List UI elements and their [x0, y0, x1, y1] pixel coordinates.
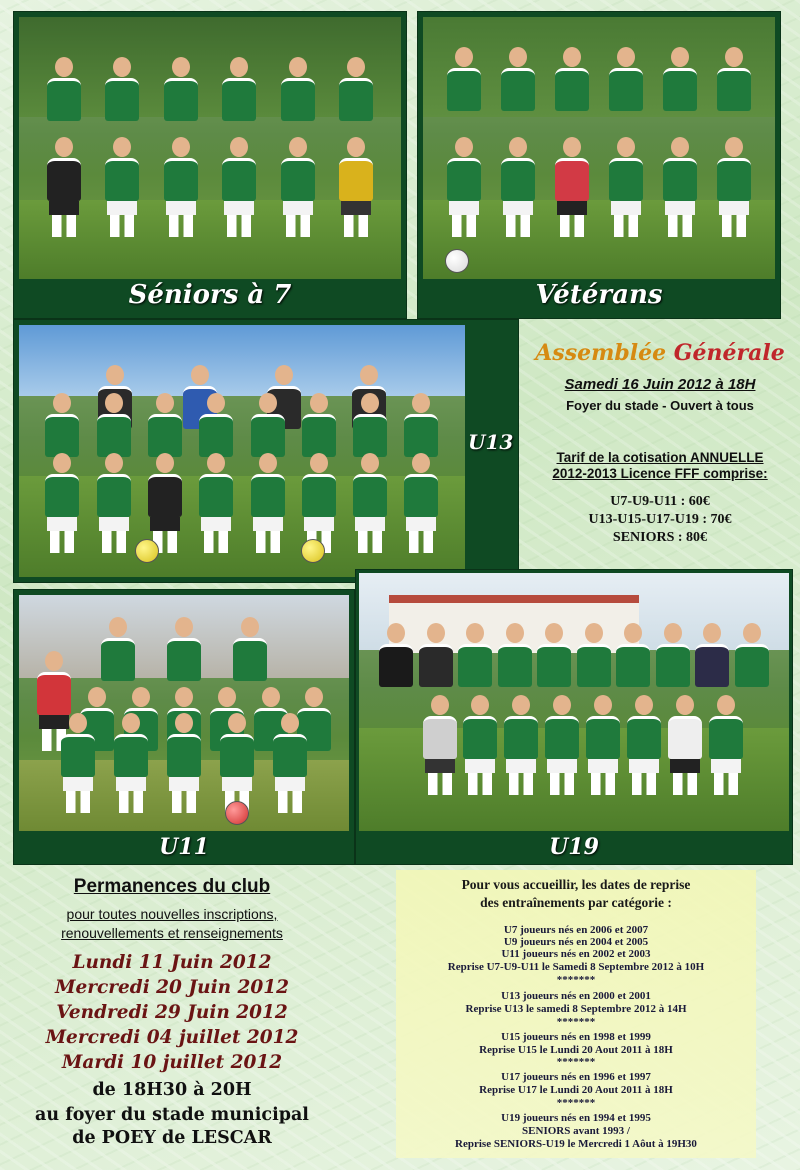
assembly-place: Foyer du stade - Ouvert à tous [566, 398, 754, 413]
tarif-line: U13-U15-U17-U19 : 70€ [588, 512, 732, 527]
schedule-line: SENIORS avant 1993 / [522, 1125, 630, 1137]
schedule-line: Reprise U7-U9-U11 le Samedi 8 Septembre 2012 à 10H [447, 961, 705, 973]
schedule-heading [400, 876, 752, 912]
permanences-subtitle-line2: renouvellements et renseignements [61, 925, 283, 941]
permanences-title: Permanences du club [73, 876, 271, 897]
assembly-title [520, 340, 800, 366]
tarif-line: U7-U9-U11 : 60€ [610, 494, 710, 509]
assembly-date: Samedi 16 Juin 2012 à 18H [564, 376, 756, 393]
schedule-heading-line1: Pour vous accueillir, les dates de reprise [461, 877, 691, 892]
veterans-team-photo [423, 17, 775, 279]
tarif-heading-line1: Tarif de la cotisation ANNUELLE [556, 450, 764, 465]
tarif-heading-line2: 2012-2013 Licence FFF comprise: [552, 466, 768, 481]
schedule-line: Reprise SENIORS-U19 le Mercredi 1 Aôut à 19H30 [455, 1138, 697, 1150]
ball-icon [135, 539, 159, 563]
u19-panel [356, 570, 792, 864]
seniors-team-photo [19, 17, 401, 279]
u19-team-photo [359, 573, 789, 831]
schedule-line: U17 joueurs nés en 1996 et 1997 [501, 1071, 651, 1083]
permanence-date: Vendredi 29 Juin 2012 [56, 1002, 288, 1023]
schedule-heading-line2: des entraînements par catégorie : [480, 895, 672, 910]
permanence-date: Lundi 11 Juin 2012 [72, 952, 272, 973]
tarif-heading [520, 450, 800, 482]
u19-caption: U19 [549, 834, 599, 860]
permanences-hours: de 18H30 à 20H [92, 1080, 252, 1100]
u11-panel [14, 590, 354, 864]
tarif-line: SENIORS : 80€ [612, 530, 708, 545]
schedule-separator: ******* [556, 1097, 596, 1109]
u11-team-photo [19, 595, 349, 831]
schedule-line: U19 joueurs nés en 1994 et 1995 [501, 1112, 651, 1124]
schedule-separator: ******* [556, 1056, 596, 1068]
permanence-date: Mercredi 20 Juin 2012 [55, 977, 289, 998]
seniors-panel [14, 12, 406, 318]
permanence-date: Mardi 10 juillet 2012 [61, 1052, 283, 1073]
veterans-panel [418, 12, 780, 318]
assembly-title-part1: Assemblée [535, 340, 667, 366]
seniors-caption: Séniors à 7 [128, 280, 292, 310]
u13-team-photo [19, 325, 465, 577]
ball-icon [445, 249, 469, 273]
schedule-line: Reprise U15 le Lundi 20 Aout 2011 à 18H [479, 1044, 673, 1056]
permanences-subtitle-line1: pour toutes nouvelles inscriptions, [66, 906, 278, 922]
u13-caption: U13 [468, 430, 514, 454]
schedule-line: U11 joueurs nés en 2002 et 2003 [501, 948, 651, 960]
schedule-line: Reprise U13 le samedi 8 Septembre 2012 à 14H [465, 1003, 687, 1015]
ball-icon [225, 801, 249, 825]
u11-caption: U11 [159, 834, 209, 860]
schedule-separator: ******* [556, 974, 596, 986]
ball-icon [301, 539, 325, 563]
permanences-place-line2: de POEY de LESCAR [72, 1128, 272, 1148]
schedule-line: U15 joueurs nés en 1998 et 1999 [501, 1031, 651, 1043]
schedule-line: U9 joueurs nés en 2004 et 2005 [503, 936, 649, 948]
assembly-title-part2: Générale [673, 340, 785, 366]
schedule-line: Reprise U17 le Lundi 20 Aout 2011 à 18H [479, 1084, 673, 1096]
veterans-caption: Vétérans [535, 280, 663, 310]
schedule-line: U7 joueurs nés en 2006 et 2007 [503, 924, 649, 936]
permanences-place-line1: au foyer du stade municipal [35, 1105, 309, 1125]
permanence-date: Mercredi 04 juillet 2012 [45, 1027, 299, 1048]
schedule-line: U13 joueurs nés en 2000 et 2001 [501, 990, 651, 1002]
schedule-separator: ******* [556, 1016, 596, 1028]
u13-panel [14, 320, 518, 582]
